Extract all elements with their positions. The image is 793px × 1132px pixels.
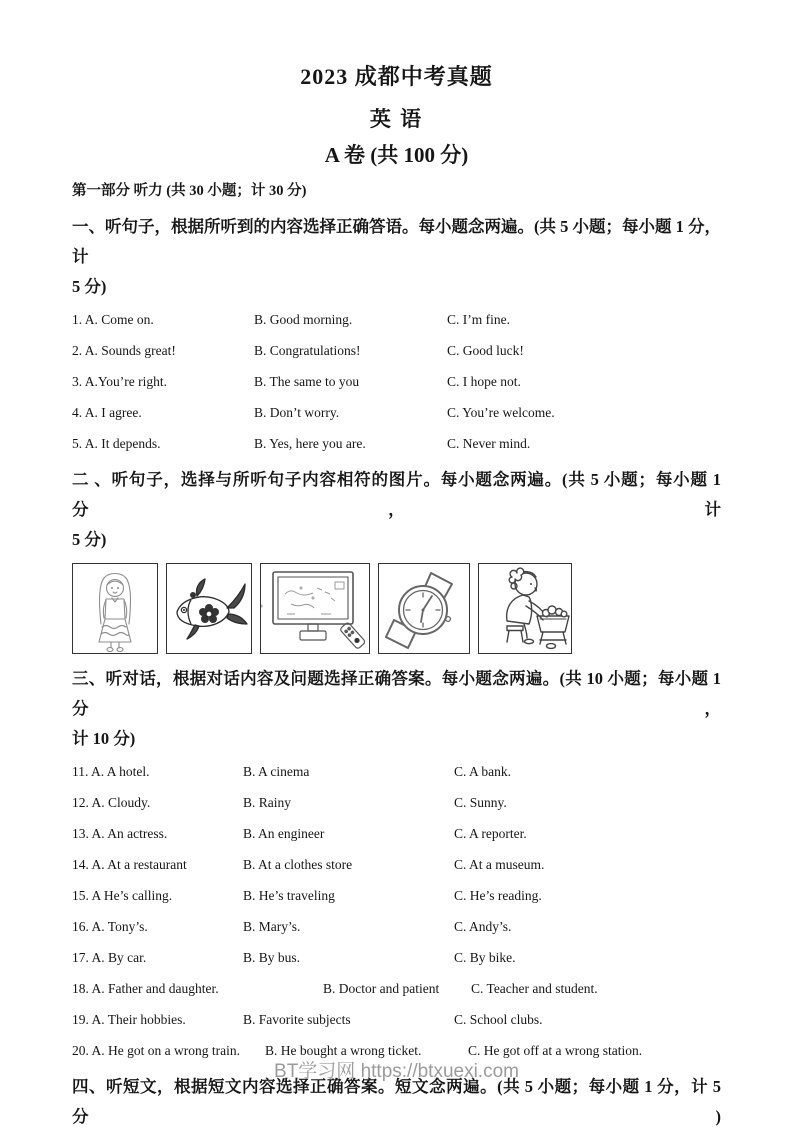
section2-instruction <box>72 465 721 555</box>
question-3-row <box>72 366 721 397</box>
question-16-row <box>72 911 721 942</box>
picture-option-4 <box>378 563 470 654</box>
picture-option-2 <box>166 563 252 654</box>
question-16-option-a: 16. A. Tony’s. <box>72 918 148 934</box>
question-12-option-a: 12. A. Cloudy. <box>72 794 151 810</box>
question-11-option-b: B. A cinema <box>243 763 310 779</box>
exam-title: 2023 成都中考真题 <box>300 64 493 89</box>
question-1-option-c: C. I’m fine. <box>447 311 510 327</box>
section3-instruction-line1: 三、听对话，根据对话内容及问题选择正确答案。每小题念两遍。(共 10 小题；每小题 1 分， <box>72 669 721 718</box>
section4-instruction-line1: 四、听短文，根据短文内容选择正确答案。短文念两遍。(共 5 小题；每小题 1 分，计 5 分) <box>72 1077 721 1126</box>
question-2-option-b: B. Congratulations! <box>254 342 361 358</box>
paper-cut-fish-illustration <box>167 564 251 653</box>
question-4-option-a: 4. A. I agree. <box>72 404 142 420</box>
section2-instruction-line2: 5 分) <box>72 530 107 549</box>
question-14-option-a: 14. A. At a restaurant <box>72 856 187 872</box>
question-14-option-b: B. At a clothes store <box>243 856 353 872</box>
picture-option-3 <box>260 563 370 654</box>
question-16-option-c: C. Andy’s. <box>454 918 512 934</box>
question-15-option-c: C. He’s reading. <box>454 887 542 903</box>
question-13-option-c: C. A reporter. <box>454 825 527 841</box>
question-18-option-c: C. Teacher and student. <box>471 980 598 996</box>
question-4-option-c: C. You’re welcome. <box>447 404 555 420</box>
section3-instruction-line2: 计 10 分) <box>72 729 136 748</box>
question-4-row <box>72 397 721 428</box>
question-14-row <box>72 849 721 880</box>
question-20-option-c: C. He got off at a wrong station. <box>468 1042 643 1058</box>
question-17-option-b: B. By bus. <box>243 949 301 965</box>
question-16-option-b: B. Mary’s. <box>243 918 301 934</box>
question-15-option-a: 15. A He’s calling. <box>72 887 173 903</box>
question-19-option-a: 19. A. Their hobbies. <box>72 1011 186 1027</box>
question-18-option-b: B. Doctor and patient <box>323 980 440 996</box>
question-17-option-a: 17. A. By car. <box>72 949 147 965</box>
picture-option-1 <box>72 563 158 654</box>
question-18-row <box>72 973 721 1004</box>
question-5-option-a: 5. A. It depends. <box>72 435 161 451</box>
subject-title: 英 语 <box>369 107 424 131</box>
tv-showing-map-illustration <box>261 564 369 653</box>
question-20-option-a: 20. A. He got on a wrong train. <box>72 1042 240 1058</box>
question-19-option-c: C. School clubs. <box>454 1011 543 1027</box>
question-19-option-b: B. Favorite subjects <box>243 1011 351 1027</box>
question-1-option-a: 1. A. Come on. <box>72 311 154 327</box>
question-18-option-a: 18. A. Father and daughter. <box>72 980 219 996</box>
part1-header: 第一部分 听力 (共 30 小题；计 30 分) <box>72 183 307 199</box>
section1-instruction-line1: 一、听句子，根据所听到的内容选择正确答语。每小题念两遍。(共 5 小题；每小题 1 分，计 <box>72 217 721 266</box>
question-5-row <box>72 428 721 459</box>
question-1-option-b: B. Good morning. <box>254 311 353 327</box>
question-3-option-b: B. The same to you <box>254 373 360 389</box>
question-5-option-c: C. Never mind. <box>447 435 531 451</box>
question-2-row <box>72 335 721 366</box>
girl-standing-illustration <box>73 564 157 653</box>
question-13-row <box>72 818 721 849</box>
question-19-row <box>72 1004 721 1035</box>
question-11-option-c: C. A bank. <box>454 763 512 779</box>
question-14-option-c: C. At a museum. <box>454 856 545 872</box>
question-2-option-c: C. Good luck! <box>447 342 524 358</box>
question-1-row <box>72 304 721 335</box>
section2-picture-options <box>72 563 721 654</box>
question-2-option-a: 2. A. Sounds great! <box>72 342 176 358</box>
section1-instruction <box>72 212 721 302</box>
question-4-option-b: B. Don’t worry. <box>254 404 340 420</box>
girl-washing-clothes-illustration <box>479 564 571 653</box>
question-13-option-b: B. An engineer <box>243 825 325 841</box>
section3-instruction <box>72 664 721 754</box>
footer-watermark: BT学习网 https://btxuexi.com <box>274 1061 519 1082</box>
section1-questions <box>72 304 721 459</box>
question-20-option-b: B. He bought a wrong ticket. <box>265 1042 422 1058</box>
question-12-row <box>72 787 721 818</box>
question-11-row <box>72 756 721 787</box>
section1-instruction-line2: 5 分) <box>72 277 107 296</box>
question-3-option-a: 3. A.You’re right. <box>72 373 168 389</box>
question-12-option-c: C. Sunny. <box>454 794 507 810</box>
question-12-option-b: B. Rainy <box>243 794 292 810</box>
question-15-option-b: B. He’s traveling <box>243 887 335 903</box>
question-13-option-a: 13. A. An actress. <box>72 825 168 841</box>
wristwatch-illustration <box>379 564 469 653</box>
question-17-row <box>72 942 721 973</box>
question-5-option-b: B. Yes, here you are. <box>254 435 366 451</box>
section2-instruction-line1: 二 、听句子，选择与所听句子内容相符的图片。每小题念两遍。(共 5 小题；每小题 1 分，计 <box>72 470 721 519</box>
question-11-option-a: 11. A. A hotel. <box>72 763 150 779</box>
question-15-row <box>72 880 721 911</box>
section3-questions <box>72 756 721 1066</box>
paper-title: A 卷 (共 100 分) <box>324 143 469 167</box>
question-17-option-c: C. By bike. <box>454 949 516 965</box>
question-3-option-c: C. I hope not. <box>447 373 521 389</box>
picture-option-5 <box>478 563 572 654</box>
